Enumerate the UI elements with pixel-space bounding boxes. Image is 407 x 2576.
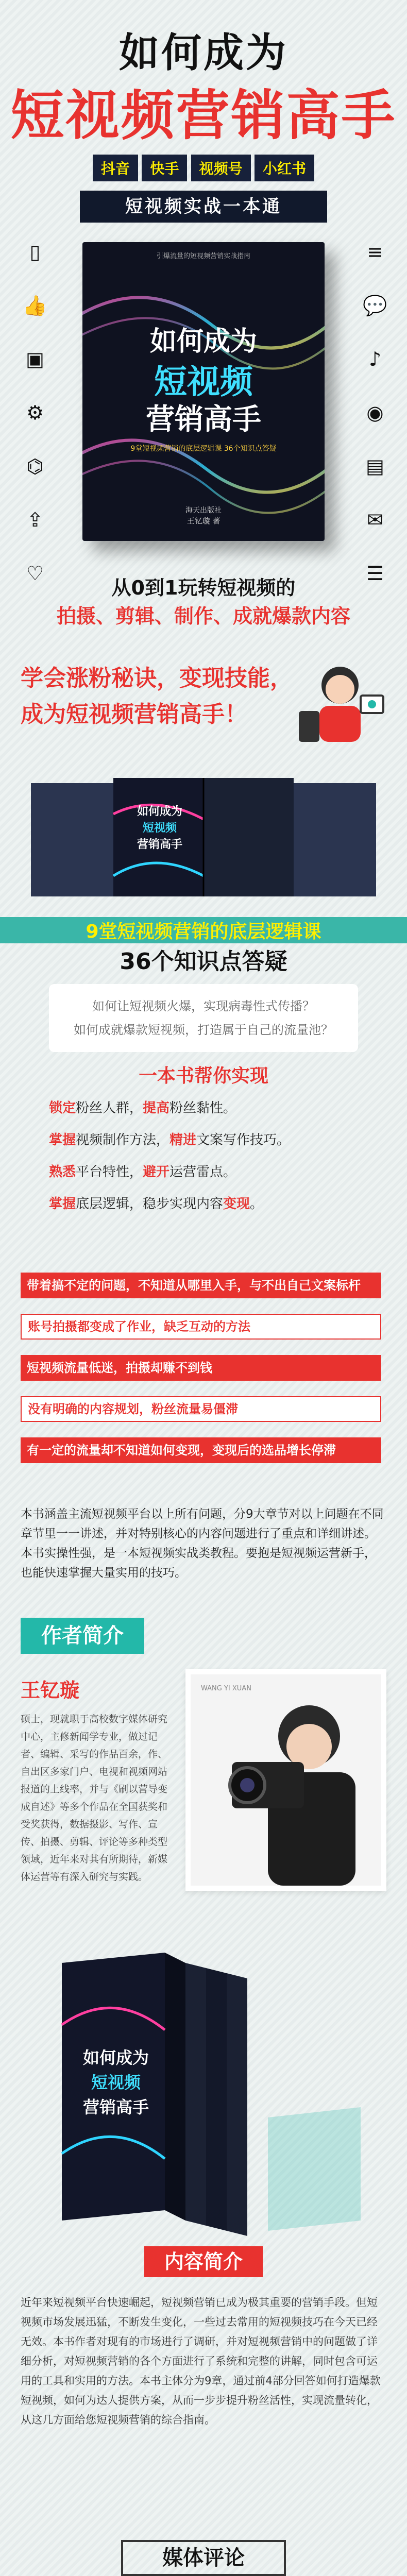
hero-title-line2: 短视频营销高手: [10, 84, 397, 147]
gear-icon: ⚙: [26, 401, 44, 424]
notification-icon: ✉: [367, 509, 383, 531]
points-heading-1: 9堂短视频营销的底层逻辑课: [0, 917, 407, 943]
spread-title-line2: 短视频: [142, 822, 177, 835]
open-book-spread: [0, 773, 407, 902]
video-icon: ▣: [26, 348, 44, 370]
cover-author: 王钇璇 著: [186, 516, 221, 526]
message-icon: ☰: [366, 562, 384, 585]
tiktok-icon: ♪: [368, 348, 382, 370]
books3d-title-line1: 如何成为: [82, 2048, 149, 2067]
heart-icon: ♡: [26, 562, 44, 585]
intro-section: [0, 1494, 407, 1613]
cover-publisher: 海天出版社: [185, 506, 222, 515]
question-1: 如何让短视频火爆，实现病毒性式传播？: [92, 999, 315, 1013]
books3d-title-line3: 营销高手: [82, 2097, 149, 2117]
problem-row: 带着搞不定的问题，不知道从哪里入手，与不出自己文案标杆: [21, 1273, 381, 1298]
question-2: 如何成就爆款短视频，打造属于自己的流量池？: [74, 1023, 333, 1037]
problem-row: 账号拍摄都变成了作业，缺乏互动的方法: [21, 1314, 381, 1340]
cover-subtitle: 9堂短视频营销的底层逻辑课 36个知识点答疑: [130, 445, 277, 453]
media-section: [0, 2530, 407, 2576]
hero-tagline-1: 从0到1玩转短视频的: [111, 577, 296, 599]
platform-tags: [93, 155, 314, 181]
hero-subtitle: 短视频实战一本通: [80, 191, 327, 223]
spread-title: [129, 804, 191, 853]
books3d-cover-title: [67, 2045, 165, 2120]
phone-icon: ▯: [29, 241, 41, 263]
menu-icon: ≡: [367, 241, 383, 263]
content-paragraph: 近年来短视频平台快速崛起，短视频营销已成为极其重要的营销手段。但短视频市场发展迅猛，不断发生变化，一些过去常用的短视频技巧在今天已经无效。本书作者对现有的市场进行了调研，并对短视频营销中的问题做了详细分析，对短视频营销的各个方面进行了系统和完整的讲解，同时包含可运用的工具和实用的方法。本书主体分为9章，通过前4部分回答如何打造爆款短视频，如何为达人提供方案，从而一步步提升粉丝活性，实现流量转化，从这几方面给您短视频营销的综合指南。: [21, 2296, 381, 2426]
media-heading: 媒体评论: [121, 2540, 286, 2576]
books-3d-graphic: [0, 1922, 407, 2241]
platform-tag-xiaohongshu: 小红书: [255, 155, 314, 181]
share-icon: ⇪: [27, 509, 43, 531]
open-book-section: [0, 773, 407, 902]
chat-icon: 💬: [363, 294, 387, 317]
photographer-illustration: [191, 1674, 381, 1886]
point-item: 锁定粉丝人群，提高粉丝黏性。: [49, 1100, 237, 1116]
camera-icon: ◉: [366, 401, 384, 424]
content-heading: 内容简介: [144, 2246, 263, 2277]
creator-illustration: [289, 649, 392, 752]
slogan-line2: 成为短视频营销高手！: [21, 701, 247, 727]
book-cover-hero: [82, 242, 325, 541]
spread-title-line1: 如何成为: [137, 805, 182, 818]
points-list: [49, 1092, 368, 1220]
point-item: 掌握视频制作方法，精进文案写作技巧。: [49, 1132, 291, 1148]
cover-title-line1: 如何成为: [149, 326, 257, 357]
points-section: [0, 902, 407, 1262]
platform-tag-douyin: 抖音: [93, 155, 138, 181]
cover-top-text: 引爆流量的短视频营销实战指南: [156, 252, 250, 260]
platform-tag-kuaishou: 快手: [142, 155, 187, 181]
problem-row: 有一定的流量却不知道如何变现，变现后的选品增长停滞: [21, 1437, 381, 1463]
problem-row: 短视频流量低迷，拍摄却赚不到钱: [21, 1355, 381, 1381]
author-bio: 硕士，现就职于高校数字媒体研究中心，主修新闻学专业，做过记者、编辑、采写的作品百余，作、自出区多家门户、电视和视频网站报道的上线率，并与《刷以营导变成自述》等多个作品在全国获奖和受奖获得，数据摄影、写作、宣传、拍摄、剪辑、评论等多种类型领域，近年来对其有所期待，新媒体运营等有深入研究与实践。: [21, 1714, 168, 1883]
intro-paragraph: 本书涵盖主流短视频平台以上所有问题，分9大章节对以上问题在不同章节里一一讲述，并对特别核心的内容问题进行了重点和详细讲述。本书实操性强，是一本短视频实战类教程。要抱是短视频运营新手，也能快速掌握大量实用的技巧。: [21, 1507, 384, 1580]
author-heading: 作者简介: [21, 1618, 144, 1654]
problem-row: 没有明确的内容规划，粉丝流量易僵滞: [21, 1396, 381, 1422]
hero-section: [0, 0, 407, 639]
hero-tagline-2: 拍摄、剪辑、制作、成就爆款内容: [56, 605, 350, 628]
problem-grid-section: [0, 1262, 407, 1494]
author-name: 王钇璇: [21, 1679, 80, 1702]
spread-title-line3: 营销高手: [137, 838, 182, 851]
books-3d-section: [0, 1922, 407, 2241]
thumbs-up-icon: 👍: [23, 294, 47, 317]
author-section: [0, 1613, 407, 1922]
photo-caption: WANG YI XUAN: [201, 1685, 251, 1692]
points-heading-2: 36个知识点答疑: [120, 948, 287, 975]
left-icon-column: [21, 242, 49, 583]
platform-tag-shipinhao: 视频号: [191, 155, 251, 181]
author-photo: [185, 1669, 386, 1891]
film-icon: ▤: [366, 455, 384, 478]
slogan-line1: 学会涨粉秘诀，变现技能，: [21, 665, 293, 691]
hero-title-line1: 如何成为: [118, 30, 288, 76]
points-separator: 一本书帮你实现: [138, 1065, 268, 1087]
points-questions: [49, 984, 358, 1052]
cover-title-line2: 短视频: [154, 363, 253, 401]
network-icon: ⌬: [26, 455, 44, 478]
point-item: 掌握底层逻辑，稳步实现内容变现。: [49, 1196, 264, 1212]
books3d-title-line2: 短视频: [91, 2073, 141, 2092]
point-item: 熟悉平台特性，避开运营雷点。: [49, 1164, 237, 1180]
content-section: [0, 2241, 407, 2530]
right-icon-column: [361, 242, 389, 583]
cover-title-line3: 营销高手: [146, 403, 261, 436]
